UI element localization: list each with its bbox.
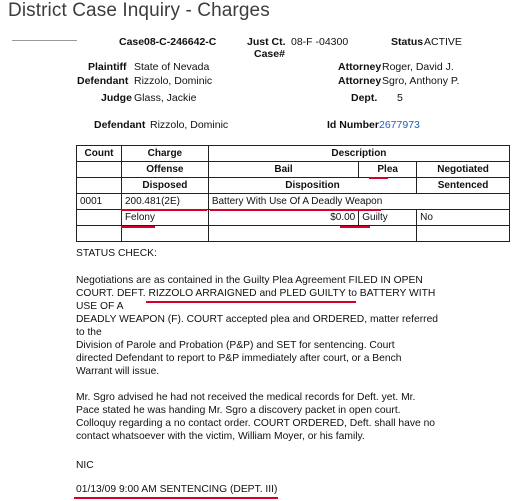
notes-paragraph-1 <box>76 274 438 378</box>
dept-value: 5 <box>397 92 403 104</box>
attorney-value: Roger, David J. <box>382 61 454 73</box>
note-line: contact whatsoever with the victim, William Moyer, or his family. <box>76 431 365 442</box>
defendant-value: Rizzolo, Dominic <box>134 75 213 87</box>
note-line: Warrant will issue. <box>76 366 160 377</box>
note-line: to the <box>76 327 102 338</box>
id-number-label: Id Number <box>327 119 379 131</box>
plea-value-underline <box>340 226 370 228</box>
count-cell: 0001 <box>77 194 122 210</box>
status-check-heading: STATUS CHECK: <box>76 248 157 259</box>
header-count: Count <box>77 146 122 162</box>
plea-underline <box>369 177 388 179</box>
judge-label: Judge <box>101 92 132 104</box>
just-ct-case-label: Case# <box>254 48 285 60</box>
offense-underline <box>121 226 155 228</box>
status-value: ACTIVE <box>424 36 462 48</box>
divider <box>12 40 77 41</box>
note-line: directed Defendant to report to P&P immediately after court, or a Bench <box>76 353 402 364</box>
empty-cell <box>208 226 416 242</box>
plaintiff-label: Plaintiff <box>88 61 127 73</box>
notes-paragraph-2 <box>76 391 435 443</box>
charge-code-cell: 200.481(2E) <box>121 194 208 210</box>
note-line: Pace stated he was handing Mr. Sgro a discovery packet in open court. <box>76 405 401 416</box>
header-bail: Bail <box>208 162 358 178</box>
note-line: COURT. DEFT. RIZZOLO ARRAIGNED and PLED GUILTY to BATTERY WITH <box>76 288 436 299</box>
defendant-label: Defendant <box>94 119 146 131</box>
negotiated-cell: No <box>417 210 510 226</box>
arraigned-underline <box>146 301 356 303</box>
attorney-label: Attorney <box>338 61 382 73</box>
attorney-label: Attorney <box>338 75 382 87</box>
judge-value: Glass, Jackie <box>134 92 197 104</box>
note-line: DEADLY WEAPON (F). COURT accepted plea and ORDERED, matter referred <box>76 314 439 325</box>
defendant-value: Rizzolo, Dominic <box>150 119 229 131</box>
page-title: District Case Inquiry - Charges <box>8 0 270 21</box>
header-disposition: Disposition <box>208 178 416 194</box>
header-sentenced: Sentenced <box>417 178 510 194</box>
status-label: Status <box>391 36 424 48</box>
note-line: Negotiations are as contained in the Guilty Plea Agreement FILED IN OPEN <box>76 275 423 286</box>
empty-cell <box>77 226 122 242</box>
bail-cell: $0.00 <box>208 210 358 226</box>
nic-label: NIC <box>76 460 94 471</box>
charge-code-underline <box>121 209 207 211</box>
note-line: Mr. Sgro advised he had not received the medical records for Deft. yet. Mr. <box>76 392 416 403</box>
description-cell: Battery With Use Of A Deadly Weapon <box>208 194 509 210</box>
case-number: 08-C-246642-C <box>144 36 217 48</box>
just-ct-number: 08-F -04300 <box>291 36 349 48</box>
empty-cell <box>417 226 510 242</box>
header-charge: Charge <box>121 146 208 162</box>
empty-cell <box>77 210 122 226</box>
empty-cell <box>77 178 122 194</box>
description-underline <box>210 209 381 211</box>
just-ct-label: Just Ct. <box>247 36 286 48</box>
sentencing-date: 01/13/09 9:00 AM SENTENCING (DEPT. III) <box>76 484 278 495</box>
header-negotiated: Negotiated <box>417 162 510 178</box>
defendant-label: Defendant <box>77 75 129 87</box>
attorney-value: Sgro, Anthony P. <box>382 75 460 87</box>
empty-cell <box>77 162 122 178</box>
sentencing-underline <box>74 497 278 499</box>
header-offense: Offense <box>121 162 208 178</box>
case-label: Case <box>119 36 145 48</box>
note-line: Colloquy regarding a no contact order. COURT ORDERED, Deft. shall have no <box>76 418 436 429</box>
id-number-link[interactable]: 2677973 <box>379 119 420 131</box>
note-line: USE OF A <box>76 301 124 312</box>
plea-cell: Guilty <box>359 210 417 226</box>
plaintiff-value: State of Nevada <box>134 61 210 73</box>
dept-label: Dept. <box>351 92 378 104</box>
header-description: Description <box>208 146 509 162</box>
offense-cell: Felony <box>121 210 208 226</box>
note-line: Division of Parole and Probation (P&P) and SET for sentencing. Court <box>76 340 395 351</box>
header-plea: Plea <box>359 162 417 178</box>
header-disposed: Disposed <box>121 178 208 194</box>
